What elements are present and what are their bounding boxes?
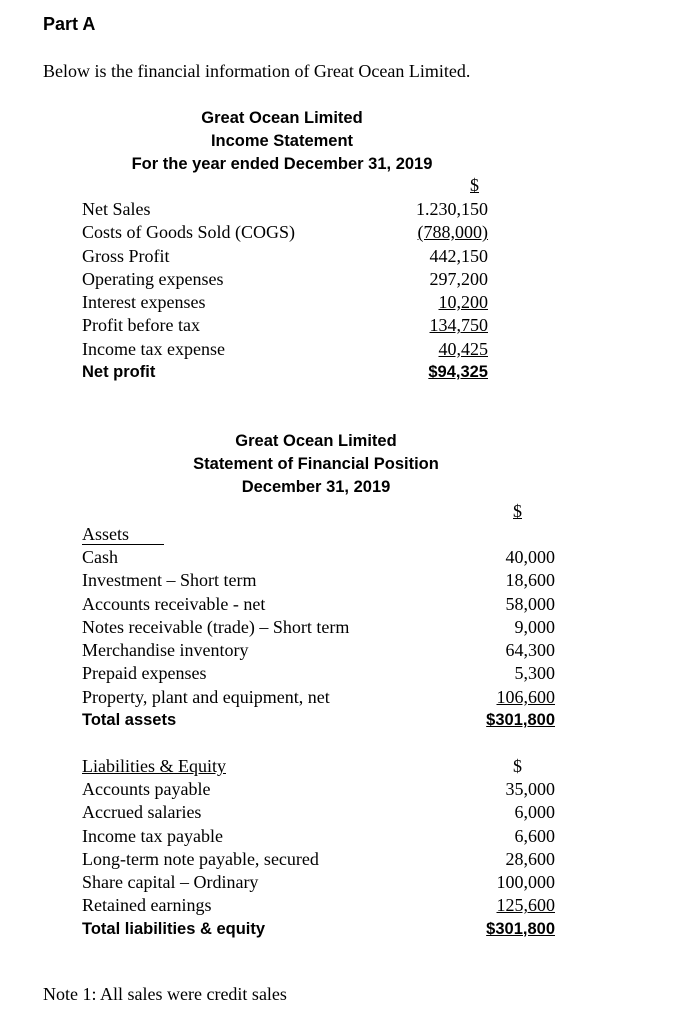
table-row [82, 593, 555, 616]
currency-header: $ [513, 501, 522, 521]
row-value: 6,600 [514, 825, 555, 846]
row-value: 134,750 [429, 315, 488, 336]
table-row [82, 662, 555, 685]
table-row [82, 686, 555, 709]
row-label: Income tax expense [82, 338, 225, 359]
row-value: 40,425 [438, 338, 488, 359]
row-label: Merchandise inventory [82, 640, 249, 661]
statement-name: Statement of Financial Position [193, 455, 439, 473]
income-statement-title [100, 107, 464, 176]
table-row [82, 825, 555, 848]
row-value: 64,300 [505, 640, 555, 661]
table-row [82, 291, 488, 314]
statement-name: Income Statement [210, 132, 354, 150]
assets-heading: Assets [82, 524, 164, 545]
row-value: 10,200 [438, 292, 488, 313]
row-label: Accrued salaries [82, 802, 202, 823]
currency-header: $ [470, 175, 479, 195]
company-name: Great Ocean Limited [235, 432, 397, 450]
table-row [82, 778, 555, 801]
row-label: Income tax payable [82, 825, 223, 846]
liabilities-table [82, 778, 555, 941]
row-value: 297,200 [429, 268, 488, 289]
row-label: Total assets [82, 711, 177, 730]
row-value: 28,600 [505, 848, 555, 869]
liabilities-heading: Liabilities & Equity [82, 756, 226, 776]
table-row [82, 245, 488, 268]
table-row [82, 338, 488, 361]
row-value: 9,000 [514, 616, 555, 637]
row-label: Net Sales [82, 199, 151, 219]
row-label: Costs of Goods Sold (COGS) [82, 222, 296, 243]
row-value: 6,000 [514, 802, 555, 823]
table-row [82, 569, 555, 592]
row-value: 125,600 [496, 895, 555, 916]
table-row [82, 268, 488, 291]
statement-period: December 31, 2019 [241, 478, 391, 496]
row-label: Accounts receivable - net [82, 593, 266, 614]
table-row [82, 894, 555, 917]
row-label: Accounts payable [82, 779, 211, 799]
row-label: Interest expenses [82, 292, 206, 313]
table-row [82, 314, 488, 337]
table-row [82, 616, 555, 639]
balance-sheet-title [150, 430, 482, 499]
currency-header: $ [513, 756, 522, 776]
intro-text: Below is the financial information of Great Ocean Limited. [43, 61, 471, 81]
income-statement-table [82, 198, 488, 384]
row-value: 442,150 [429, 245, 488, 266]
table-row [82, 871, 555, 894]
row-value: 5,300 [514, 663, 555, 684]
part-title: Part A [43, 14, 96, 34]
row-value: 40,000 [505, 547, 555, 567]
statement-period: For the year ended December 31, 2019 [131, 155, 433, 173]
footnote: Note 1: All sales were credit sales [43, 984, 287, 1004]
row-label: Share capital – Ordinary [82, 872, 259, 893]
row-label: Prepaid expenses [82, 663, 207, 684]
row-label: Investment – Short term [82, 570, 257, 591]
row-label: Property, plant and equipment, net [82, 686, 330, 707]
company-name: Great Ocean Limited [201, 109, 363, 127]
table-row [82, 221, 488, 244]
table-row-total [82, 709, 555, 732]
row-value: $301,800 [486, 919, 555, 938]
table-row [82, 639, 555, 662]
row-label: Profit before tax [82, 315, 200, 336]
row-value: $94,325 [428, 363, 488, 382]
row-value: 1.230,150 [416, 199, 488, 219]
row-value: 106,600 [496, 686, 555, 707]
row-label: Cash [82, 547, 118, 567]
row-label: Operating expenses [82, 268, 224, 289]
row-label: Net profit [82, 363, 156, 382]
row-label: Long-term note payable, secured [82, 848, 319, 869]
table-row-total [82, 361, 488, 384]
table-row [82, 546, 555, 569]
row-value: 35,000 [505, 779, 555, 799]
row-label: Notes receivable (trade) – Short term [82, 616, 350, 637]
row-value: $301,800 [486, 711, 555, 730]
table-row-total [82, 918, 555, 941]
row-value: (788,000) [417, 222, 488, 243]
row-value: 18,600 [505, 570, 555, 591]
table-row [82, 198, 488, 221]
row-value: 100,000 [496, 872, 555, 893]
table-row [82, 801, 555, 824]
row-label: Retained earnings [82, 895, 212, 916]
table-row [82, 848, 555, 871]
row-label: Total liabilities & equity [82, 919, 266, 938]
row-value: 58,000 [505, 593, 555, 614]
assets-table [82, 546, 555, 732]
row-label: Gross Profit [82, 245, 170, 266]
